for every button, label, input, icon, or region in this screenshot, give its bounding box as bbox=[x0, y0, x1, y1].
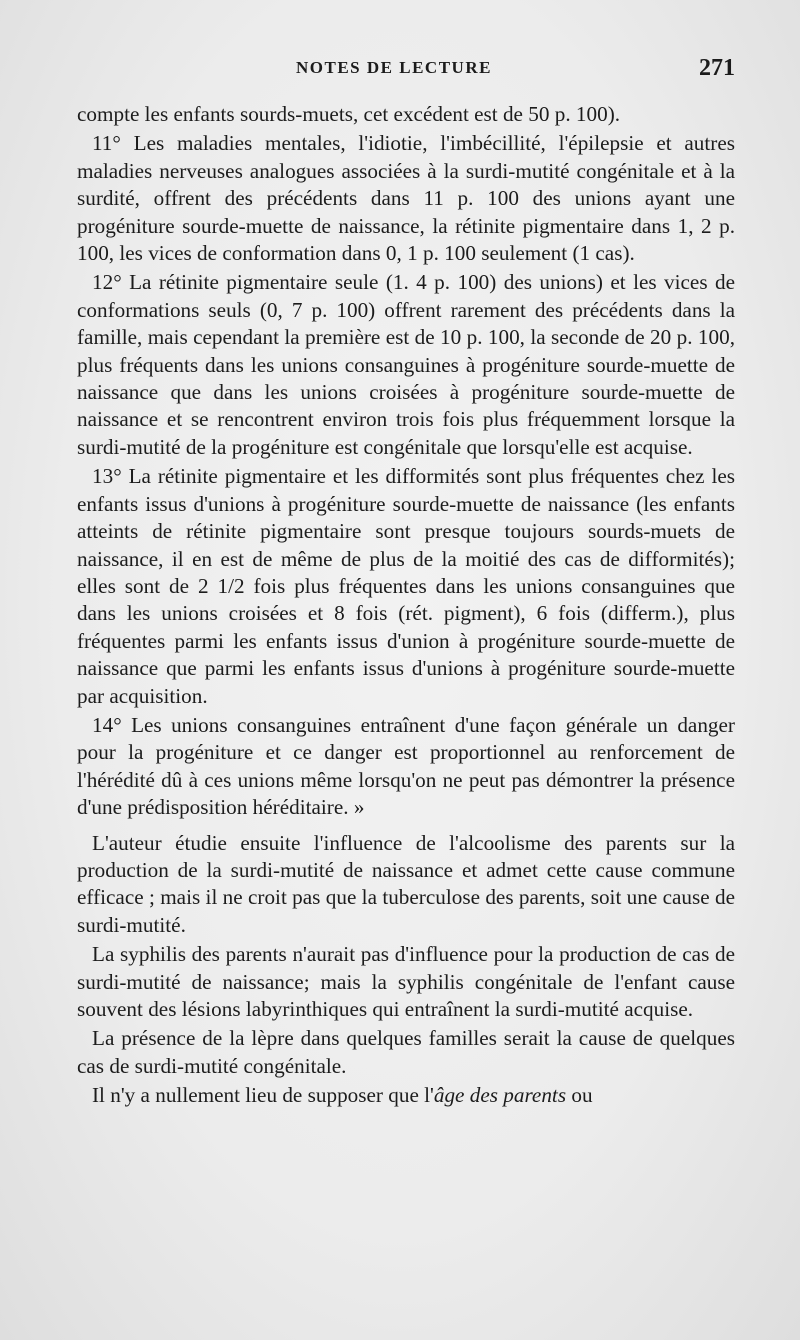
paragraph-leprosy: La présence de la lèpre dans quelques familles serait la cause de quelques cas de surdi-mutité congénitale. bbox=[77, 1026, 735, 1078]
paragraph-item-14: 14° Les unions consanguines entraînent d'une façon générale un danger pour la progéniture et ce danger est proportionnel au renforcement de l'hérédité dû à ces unions même lorsqu'on ne peut pas démontrer la présence d'une prédisposition héréditaire. » bbox=[77, 712, 735, 820]
paragraph-continuation: compte les enfants sourds-muets, cet excédent est de 50 p. 100). bbox=[77, 102, 621, 126]
paragraph-item-11: 11° Les maladies mentales, l'idiotie, l'imbécillité, l'épilepsie et autres maladies nerveuses analogues associées à la surdi-mutité congénitale et à la surdité, offrent des précédents dans 11 p. 100 des unions ayant une progéniture sourde-muette de naissance, la rétinite pigmentaire dans 1, 2 p. 100, les vices de conformation dans 0, 1 p. 100 seulement (1 cas). bbox=[77, 131, 735, 266]
last-line-before: Il n'y a nullement lieu de supposer que l' bbox=[92, 1083, 434, 1108]
page-number: 271 bbox=[699, 55, 735, 81]
paragraph-parents-age bbox=[77, 1082, 735, 1109]
page-header bbox=[0, 55, 800, 88]
running-head: NOTES DE LECTURE bbox=[296, 58, 492, 77]
body-text bbox=[77, 101, 735, 1112]
last-line-after: ou bbox=[566, 1083, 593, 1108]
paragraph-item-13: 13° La rétinite pigmentaire et les difformités sont plus fréquentes chez les enfants issus d'unions à progéniture sourde-muette de naissance (les enfants atteints de rétinite pigmentaire sont presque toujours sourds-muets de naissance, il en est de même de plus de la moitié des cas de difformités); elles sont de 2 1/2 fois plus fréquentes dans les unions consanguines que dans les unions croisées et 8 fois (rét. pigment), 6 fois (differm.), plus fréquentes parmi les enfants issus d'union à progéniture sourde-muette de naissance que parmi les enfants issus d'unions à progéniture sourde-muette par acquisition. bbox=[77, 464, 735, 708]
paragraph-item-12: 12° La rétinite pigmentaire seule (1. 4 p. 100) des unions) et les vices de conformations seuls (0, 7 p. 100) offrent rarement des précédents dans la famille, mais cependant la première est de 10 p. 100, la seconde de 20 p. 100, plus fréquents dans les unions consanguines à progéniture sourde-muette de naissance que dans les unions croisées à progéniture sourde-muette de naissance et se rencontrent environ trois fois plus fréquemment lorsque la surdi-mutité de la progéniture est congénitale que lorsqu'elle est acquise. bbox=[77, 270, 735, 459]
paragraph-syphilis: La syphilis des parents n'aurait pas d'influence pour la production de cas de surdi-mutité de naissance; mais la syphilis congénitale de l'enfant cause souvent des lésions labyrinthiques qui entraînent la surdi-mutité acquise. bbox=[77, 942, 735, 1021]
paragraph-alcoholism: L'auteur étudie ensuite l'influence de l'alcoolisme des parents sur la production de la surdi-mutité de naissance et admet cette cause commune efficace ; mais il ne croit pas que la tuberculose des parents, soit une cause de surdi-mutité. bbox=[77, 830, 735, 937]
last-line-italic: âge des parents bbox=[433, 1083, 567, 1108]
